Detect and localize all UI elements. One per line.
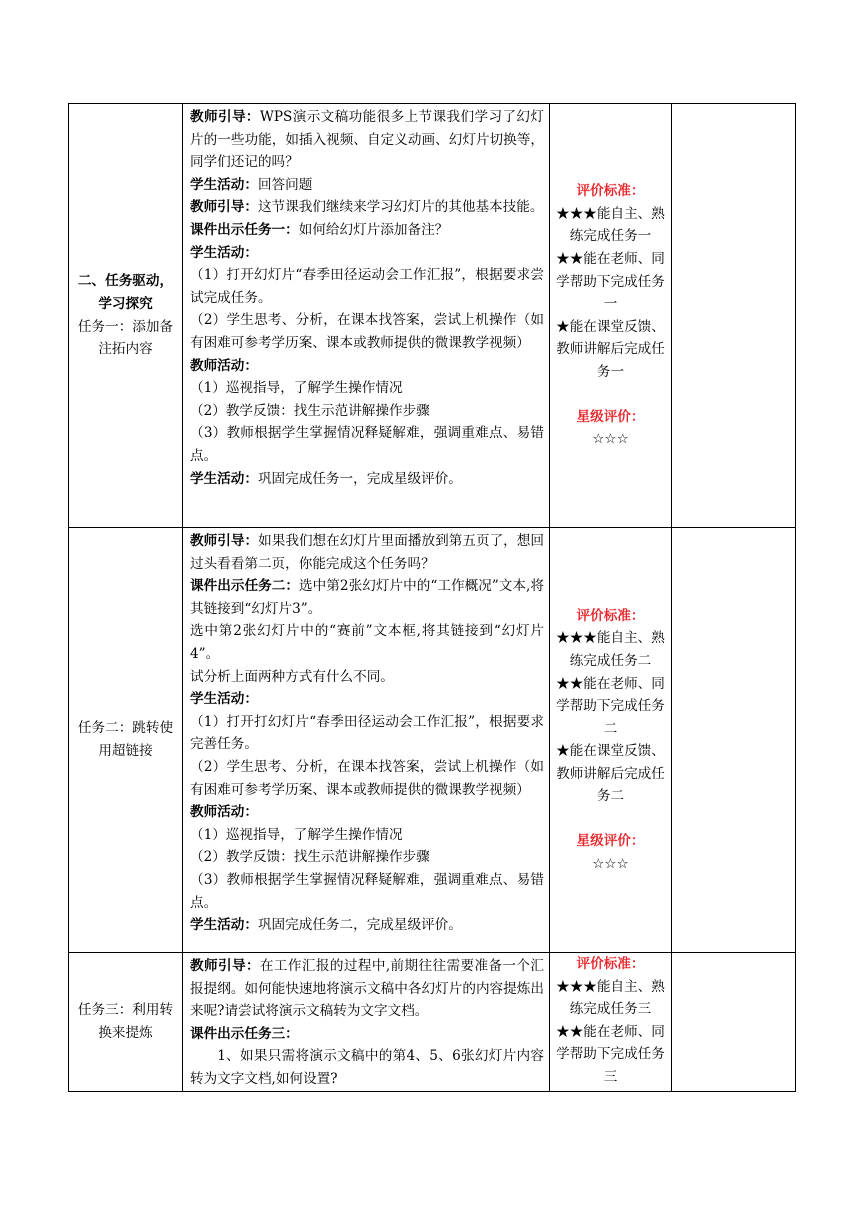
table-row [69, 953, 796, 1092]
evaluation-line: ★★能在老师、同学帮助下完成任务二 [556, 675, 665, 737]
content-line: 教师引导：在工作汇报的过程中,前期往往需要准备一个汇报提纲。如何能快速地将演示文稿中各幻灯片的内容提炼出来呢?请尝试将演示文稿转为文字文档。 [190, 958, 544, 1020]
evaluation-line: ★★能在老师、同学帮助下完成任务一 [556, 251, 665, 313]
rating-title: 星级评价： [576, 833, 645, 850]
rating-stars: ☆☆☆ [592, 855, 629, 872]
content-cell [183, 104, 550, 528]
evaluation-cell [550, 104, 672, 528]
content-line: （1）打开打幻灯片“春季田径运动会工作汇报”，根据要求完善任务。 [190, 713, 544, 753]
table-row [69, 104, 796, 528]
evaluation-cell [550, 528, 672, 953]
content-line: （2）教学反馈：找生示范讲解操作步骤 [190, 402, 430, 419]
content-line: 教师引导：如果我们想在幻灯片里面播放到第五页了，想回过头看看第二页，你能完成这个任务吗？ [190, 533, 545, 572]
content-line: 教师引导：WPS演示文稿功能很多上节课我们学习了幻灯片的一些功能，如插入视频、自定义动画、幻灯片切换等，同学们还记的吗？ [190, 109, 544, 171]
rating-title: 星级评价： [576, 408, 645, 425]
content-line: 学生活动：巩固完成任务一，完成星级评价。 [190, 470, 462, 487]
phase-cell [69, 953, 183, 1092]
content-line: 学生活动： [190, 691, 258, 708]
phase-label: 任务二：跳转使用超链接 [77, 720, 174, 759]
content-line: 课件出示任务三： [190, 1025, 299, 1042]
phase-label: 任务三：利用转换来提炼 [77, 1002, 174, 1041]
phase-cell [69, 528, 183, 953]
remarks-cell [672, 528, 796, 953]
remarks-cell [672, 104, 796, 528]
content-line: （2）学生思考、分析，在课本找答案，尝试上机操作（如有困难可参考学历案、课本或教师提供的微课教学视频） [190, 312, 544, 351]
content-line: （3）教师根据学生掌握情况释疑解难，强调重难点、易错点。 [190, 871, 544, 911]
table-row [69, 528, 796, 953]
evaluation-title: 评价标准： [576, 607, 645, 624]
phase-cell [69, 104, 183, 528]
content-cell [183, 953, 550, 1092]
evaluation-line: ★★★能自主、熟练完成任务三 [556, 978, 665, 1018]
evaluation-line: ★能在课堂反馈、教师讲解后完成任务一 [556, 318, 665, 380]
content-line: （3）教师根据学生掌握情况释疑解难，强调重难点、易错点。 [190, 425, 544, 464]
evaluation-line: ★能在课堂反馈、教师讲解后完成任务二 [556, 743, 665, 805]
content-line: 学生活动：巩固完成任务二，完成星级评价。 [190, 917, 462, 934]
content-line: （1）巡视指导，了解学生操作情况 [190, 826, 403, 843]
evaluation-cell [550, 953, 672, 1092]
phase-label: 任务一：添加备注拓内容 [77, 318, 174, 358]
content-line: 课件出示任务二：选中第2张幻灯片中的“工作概况”文本,将其链接到“幻灯片3”。 [190, 578, 544, 617]
content-line: （2）学生思考、分析，在课本找答案，尝试上机操作（如有困难可参考学历案、课本或教师提供的微课教学视频） [190, 758, 544, 798]
rating-stars: ☆☆☆ [592, 431, 629, 448]
content-line: 教师活动： [190, 804, 258, 821]
remarks-cell [672, 953, 796, 1092]
content-line: 学生活动： [190, 244, 258, 261]
content-line: 教师活动： [190, 357, 258, 374]
evaluation-line: ★★能在老师、同学帮助下完成任务三 [556, 1023, 665, 1085]
lesson-plan-table [68, 103, 796, 1092]
evaluation-title: 评价标准： [576, 956, 645, 972]
content-line: （2）教学反馈：找生示范讲解操作步骤 [190, 849, 430, 866]
evaluation-line: ★★★能自主、熟练完成任务二 [556, 630, 665, 669]
content-line: 学生活动：回答问题 [190, 176, 313, 193]
content-line: 试分析上面两种方式有什么不同。 [190, 668, 394, 685]
phase-bold-label: 二、任务驱动，学习探究 [77, 273, 174, 312]
content-line: 1、如果只需将演示文稿中的第4、5、6张幻灯片内容转为文字文档,如何设置? [190, 1048, 544, 1087]
content-line: 选中第2张幻灯片中的“赛前”文本框,将其链接到“幻灯片4”。 [190, 623, 544, 662]
content-line: 教师引导：这节课我们继续来学习幻灯片的其他基本技能。 [190, 199, 544, 216]
content-cell [183, 528, 550, 953]
content-line: 课件出示任务一：如何给幻灯片添加备注？ [190, 221, 449, 238]
evaluation-title: 评价标准： [576, 183, 645, 200]
content-line: （1）巡视指导，了解学生操作情况 [190, 380, 403, 397]
content-line: （1）打开幻灯片“春季田径运动会工作汇报”，根据要求尝试完成任务。 [190, 267, 544, 306]
evaluation-line: ★★★能自主、熟练完成任务一 [556, 205, 665, 245]
